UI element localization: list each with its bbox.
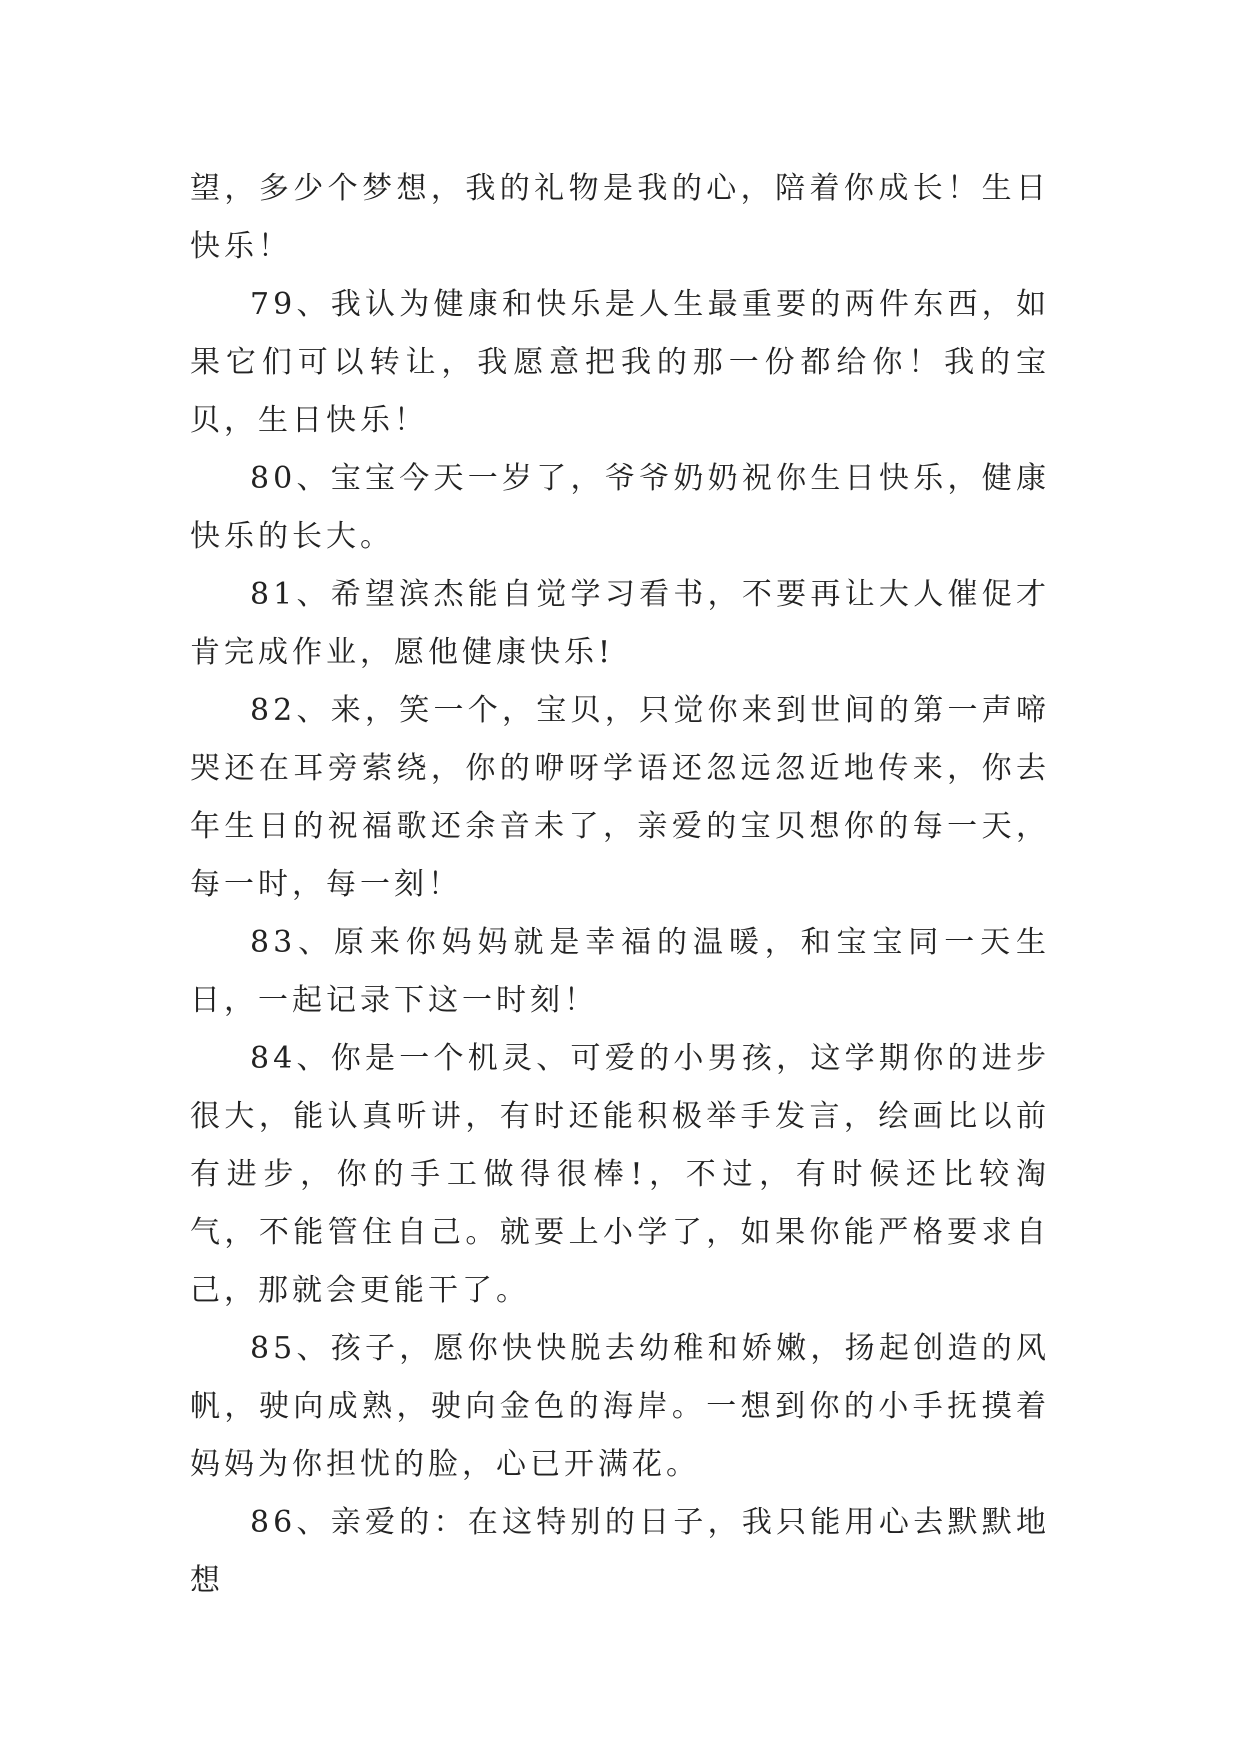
paragraph-79: 79、我认为健康和快乐是人生最重要的两件东西，如果它们可以转让，我愿意把我的那一份都给你！我的宝贝，生日快乐！ — [190, 287, 1050, 438]
paragraph-80: 80、宝宝今天一岁了，爷爷奶奶祝你生日快乐，健康快乐的长大。 — [190, 461, 1050, 554]
paragraph-85: 85、孩子，愿你快快脱去幼稚和娇嫩，扬起创造的风帆，驶向成熟，驶向金色的海岸。一想到你的小手抚摸着妈妈为你担忧的脸，心已开满花。 — [190, 1331, 1050, 1482]
paragraph-82: 82、来，笑一个，宝贝，只觉你来到世间的第一声啼哭还在耳旁萦绕，你的咿呀学语还忽远忽近地传来，你去年生日的祝福歌还余音未了，亲爱的宝贝想你的每一天，每一时，每一刻！ — [190, 693, 1050, 902]
paragraph-continuation: 望，多少个梦想，我的礼物是我的心，陪着你成长！生日快乐！ — [190, 171, 1050, 264]
document-body — [190, 160, 1050, 1610]
paragraph-86: 86、亲爱的：在这特别的日子，我只能用心去默默地想 — [190, 1505, 1050, 1598]
paragraph-81: 81、希望滨杰能自觉学习看书，不要再让大人催促才肯完成作业，愿他健康快乐! — [190, 577, 1050, 670]
paragraph-84: 84、你是一个机灵、可爱的小男孩，这学期你的进步很大，能认真听讲，有时还能积极举手发言，绘画比以前有进步，你的手工做得很棒!，不过，有时候还比较淘气，不能管住自己。就要上小学了，如果你能严格要求自己，那就会更能干了。 — [190, 1041, 1050, 1308]
paragraph-83: 83、原来你妈妈就是幸福的温暖，和宝宝同一天生日，一起记录下这一时刻！ — [190, 925, 1050, 1018]
